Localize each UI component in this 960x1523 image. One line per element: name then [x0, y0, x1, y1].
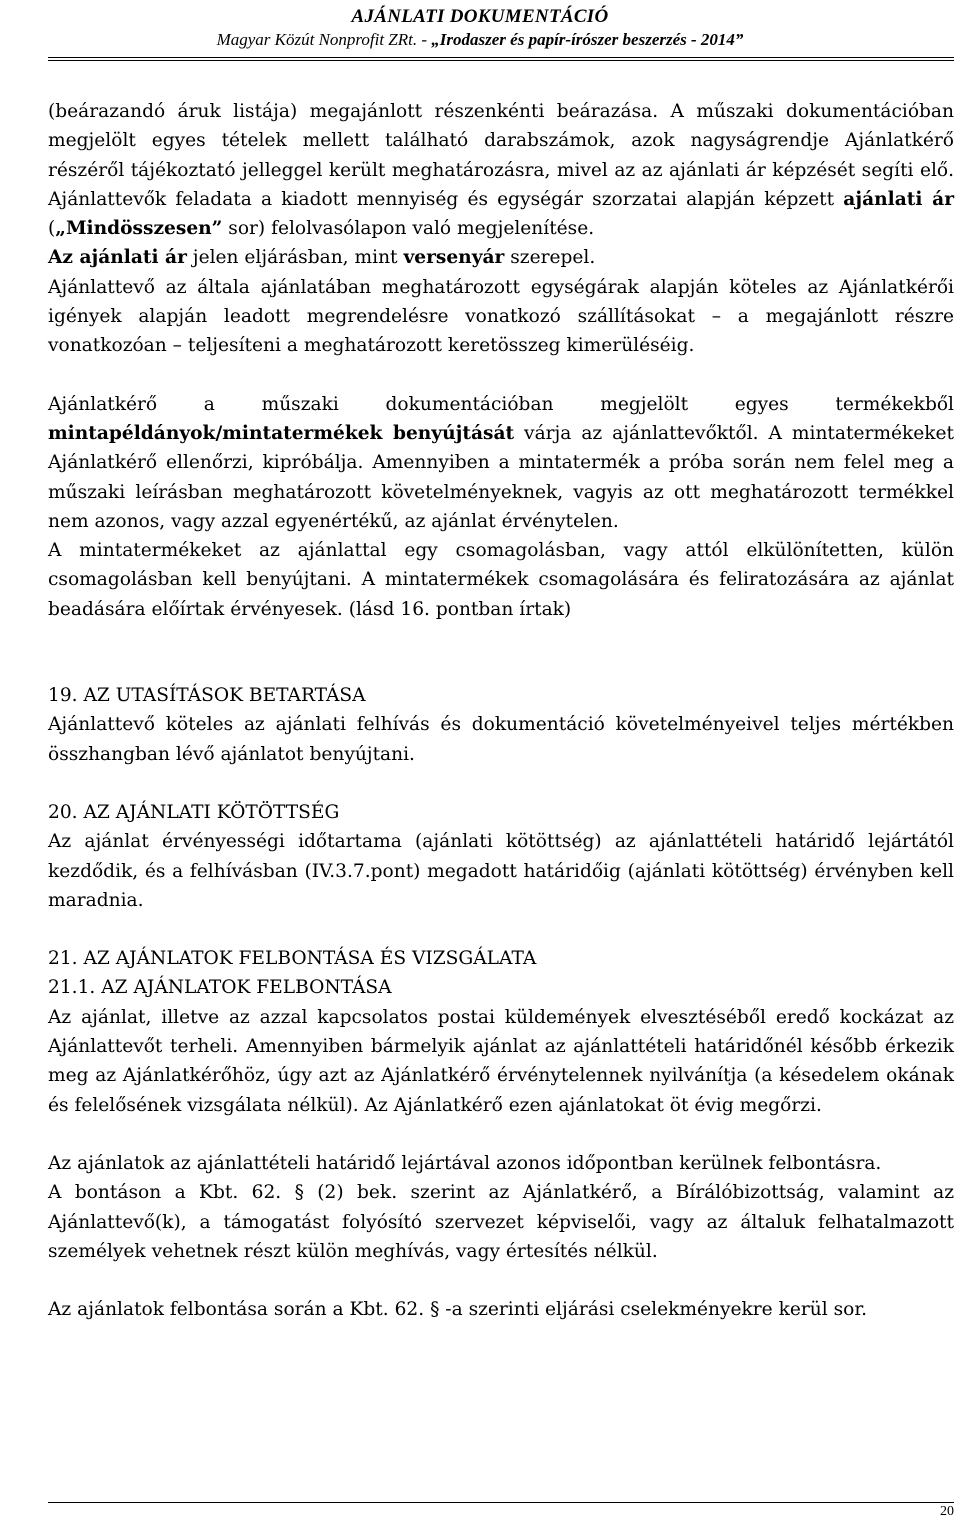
bold-run: versenyár	[403, 247, 505, 269]
bold-run: ajánlati ár	[843, 188, 954, 210]
footer-rule	[48, 1502, 954, 1503]
page-header	[0, 0, 960, 51]
spacer	[48, 915, 954, 944]
text-run: szerepel.	[504, 247, 596, 269]
paragraph-samples	[48, 390, 954, 536]
subtitle-procurement-name: „Irodaszer és papír-írószer beszerzés - 2014”	[431, 30, 744, 49]
paragraph-offer-price	[48, 97, 954, 243]
section-21-heading: 21. AZ AJÁNLATOK FELBONTÁSA ÉS VIZSGÁLATA	[48, 948, 537, 970]
bold-run: mintapéldányok/mintatermékek benyújtását	[48, 422, 515, 444]
document-subtitle	[0, 29, 960, 51]
section-19-text: Ajánlattevő köteles az ajánlati felhívás és dokumentáció követelményeivel teljes mértékben összhangban lévő ajánlatot benyújtani.	[48, 714, 954, 765]
text-run: (beárazandó áruk listája) megajánlott részenkénti beárazása. A műszaki dokumentációban megjelölt egyes tételek mellett található darabszámok, azok nagyságrendje Ajánlatkérő részéről tájékoztató jelleggel került meghatározásra, mivel az az ajánlati ár képzését segíti elő. Ajánlattevők feladata a kiadott mennyiség és egységár szorzatai alapján képzett	[48, 101, 954, 210]
text-run: jelen eljárásban, mint	[186, 247, 404, 269]
spacer	[48, 769, 954, 798]
spacer	[48, 361, 954, 390]
bold-run: „Mindösszesen”	[55, 218, 223, 240]
spacer	[48, 1120, 954, 1149]
paragraph-unit-prices: Ajánlattevő az általa ajánlatában meghatározott egységárak alapján köteles az Ajánlatkérői igények alapján leadott megrendelésre vonatkozó szállításokat – a megajánlott részre vonatkozóan – teljesíteni a meghatározott keretösszeg kimerüléséig.	[48, 276, 954, 357]
header-rule-bottom	[48, 60, 954, 61]
section-21-paragraph-procedure: Az ajánlatok felbontása során a Kbt. 62. § -a szerinti eljárási cselekményekre kerül sor.	[48, 1299, 868, 1321]
page-number: 20	[940, 1504, 954, 1519]
spacer	[48, 624, 954, 681]
bold-run: Az ajánlati ár	[48, 247, 187, 269]
header-rule-top	[48, 57, 954, 58]
section-21-paragraph-attendees: A bontáson a Kbt. 62. § (2) bek. szerint az Ajánlatkérő, a Bírálóbizottság, valamint az Ajánlattevő(k), a támogatást folyósító szervezet képviselői, vagy az általuk felhatalmazott személyek vehetnek részt külön meghívás, vagy értesítés nélkül.	[48, 1182, 954, 1262]
paragraph-competitive-price	[48, 243, 954, 272]
text-run: várja az ajánlattevőktől. A mintatermékeket Ajánlatkérő ellenőrzi, kipróbálja. Amennyiben a mintatermék a próba során nem felel meg a műszaki leírásban meghatározott követelményeknek, vagyis az ott meghatározott termékkel nem azonos, vagy azzal egyenértékű, az ajánlat érvénytelen.	[48, 422, 954, 532]
text-run: sor) felolvasólapon való megjelenítése.	[222, 218, 595, 240]
subtitle-organization: Magyar Közút Nonprofit ZRt. -	[216, 30, 432, 49]
text-run: (	[48, 218, 56, 240]
section-19-heading: 19. AZ UTASÍTÁSOK BETARTÁSA	[48, 685, 366, 707]
section-21-paragraph-opening-time: Az ajánlatok az ajánlattételi határidő lejártával azonos időpontban kerülnek felbontásra.	[48, 1152, 882, 1174]
spacer	[48, 1266, 954, 1295]
section-20-heading: 20. AZ AJÁNLATI KÖTÖTTSÉG	[48, 801, 340, 823]
paragraph-sample-packaging: A mintatermékeket az ajánlattal egy csomagolásban, vagy attól elkülönítetten, külön csomagolásban kell benyújtani. A mintatermékek csomagolására és feliratozására az ajánlat beadására előírtak érvényesek. (lásd 16. pontban írtak)	[48, 540, 954, 620]
text-run: Ajánlatkérő a műszaki dokumentációban megjelölt egyes termékekből	[48, 393, 954, 415]
section-21-1-heading: 21.1. AZ AJÁNLATOK FELBONTÁSA	[48, 977, 392, 999]
page-content	[48, 97, 954, 1324]
section-21-paragraph-risk: Az ajánlat, illetve az azzal kapcsolatos postai küldemények elvesztéséből eredő kockázat az Ajánlattevőt terheli. Amennyiben bármelyik ajánlat az ajánlattételi határidőnél később érkezik meg az Ajánlatkérőhöz, úgy azt az Ajánlatkérő érvénytelennek nyilvánítja (a késedelem okának és felelősének vizsgálata nélkül). Az Ajánlatkérő ezen ajánlatokat öt évig megőrzi.	[48, 1006, 954, 1116]
section-20-text: Az ajánlat érvényességi időtartama (ajánlati kötöttség) az ajánlattételi határidő lejártától kezdődik, és a felhívásban (IV.3.7.pont) megadott határidőig (ajánlati kötöttség) érvényben kell maradnia.	[48, 831, 954, 911]
document-title: AJÁNLATI DOKUMENTÁCIÓ	[351, 6, 609, 27]
